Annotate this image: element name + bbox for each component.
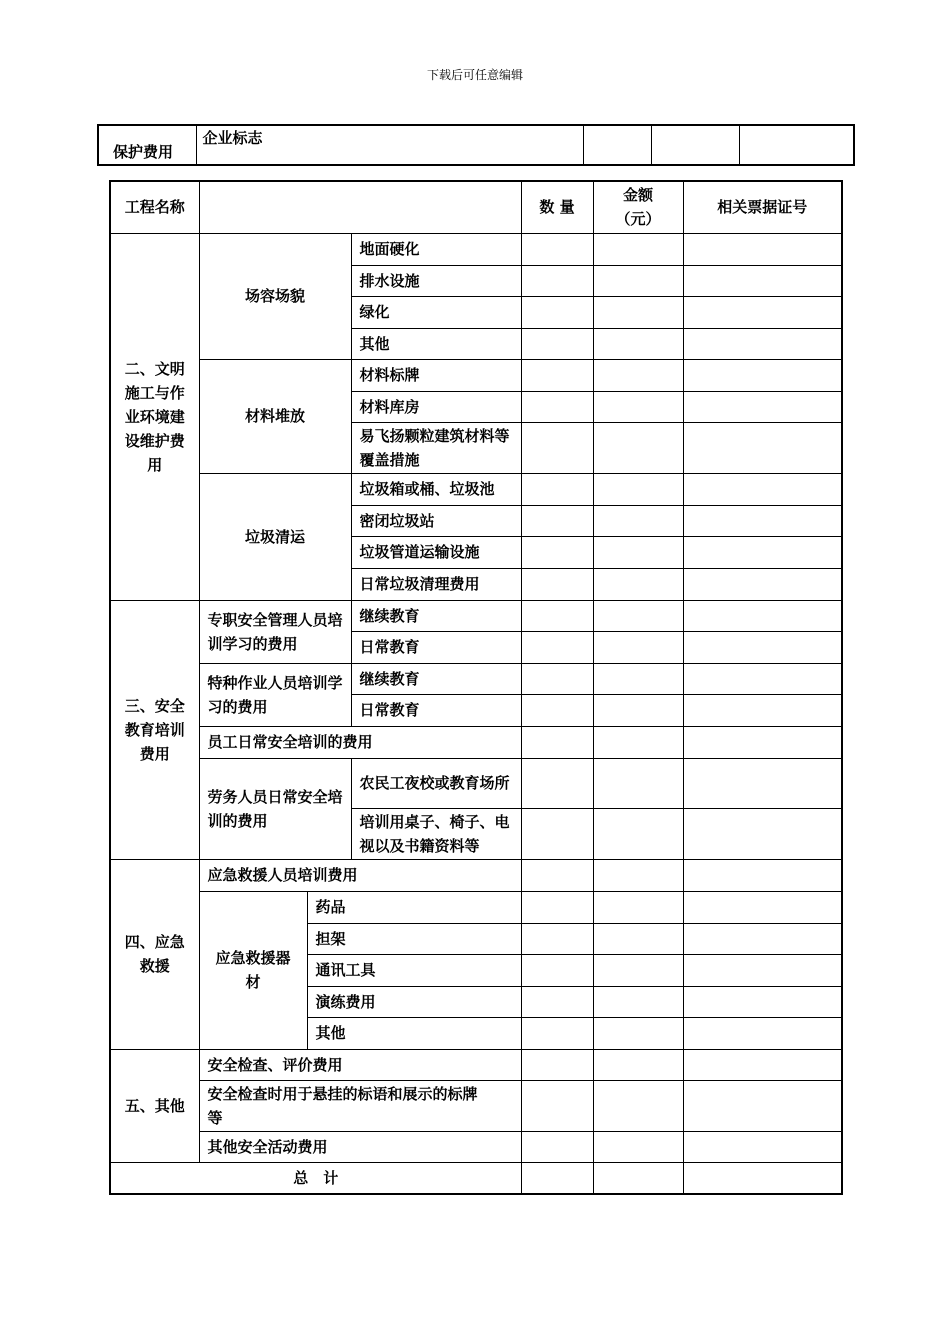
amount-cell[interactable] — [593, 473, 683, 505]
material-stacking-group: 材料堆放 — [199, 359, 351, 473]
section-3-title: 三、安全教育培训费用 — [110, 600, 199, 859]
ticket-cell[interactable] — [683, 694, 842, 726]
enterprise-logo-label: 企业标志 — [202, 129, 263, 147]
item-label: 绿化 — [351, 296, 521, 328]
header-note: 下载后可任意编辑 — [426, 68, 523, 82]
header-blank — [199, 181, 521, 233]
amount-cell[interactable] — [593, 1080, 683, 1131]
table-row — [110, 758, 842, 808]
ticket-cell[interactable] — [683, 663, 842, 694]
amount-cell[interactable] — [593, 233, 683, 265]
qty-cell[interactable] — [521, 473, 593, 505]
ticket-cell[interactable] — [683, 1131, 842, 1162]
qty-cell[interactable] — [521, 859, 593, 891]
ticket-cell[interactable] — [683, 1080, 842, 1131]
qty-cell[interactable] — [521, 505, 593, 536]
table-row — [110, 726, 842, 758]
garbage-removal-group: 垃圾清运 — [199, 473, 351, 600]
ticket-cell[interactable] — [683, 296, 842, 328]
qty-cell[interactable] — [521, 536, 593, 568]
qty-cell[interactable] — [521, 391, 593, 422]
labor-training-group: 劳务人员日常安全培训的费用 — [199, 758, 351, 859]
project-name-header: 工程名称 — [110, 181, 199, 233]
qty-cell[interactable] — [521, 1080, 593, 1131]
ticket-cell[interactable] — [683, 923, 842, 954]
item-label: 安全检查、评价费用 — [199, 1049, 521, 1080]
yuan-label: （元） — [615, 210, 661, 229]
ticket-cell[interactable] — [683, 726, 842, 758]
amount-cell[interactable] — [593, 600, 683, 631]
total-row — [110, 1162, 842, 1194]
item-label: 地面硬化 — [351, 233, 521, 265]
total-label: 总 计 — [110, 1162, 521, 1194]
amount-cell[interactable] — [593, 891, 683, 923]
qty-cell[interactable] — [521, 233, 593, 265]
qty-cell[interactable] — [521, 808, 593, 859]
item-label: 继续教育 — [351, 600, 521, 631]
item-label: 材料标牌 — [351, 359, 521, 391]
table-row — [110, 359, 842, 391]
ticket-cell[interactable] — [683, 422, 842, 473]
ticket-cell[interactable] — [683, 359, 842, 391]
amount-cell[interactable] — [593, 505, 683, 536]
amount-cell[interactable] — [593, 923, 683, 954]
amount-cell[interactable] — [593, 1049, 683, 1080]
qty-cell[interactable] — [521, 891, 593, 923]
amount-cell[interactable] — [593, 859, 683, 891]
item-label: 担架 — [307, 923, 521, 954]
amount-cell[interactable] — [593, 536, 683, 568]
amount-label: 金额 — [623, 186, 654, 205]
table-row — [98, 125, 854, 165]
protection-cost-cell — [98, 125, 196, 165]
amount-cell[interactable] — [593, 1017, 683, 1049]
item-label: 其他安全活动费用 — [199, 1131, 521, 1162]
amount-cell[interactable] — [593, 986, 683, 1017]
top-fragment-table — [97, 124, 855, 166]
amount-cell[interactable] — [593, 758, 683, 808]
amount-cell[interactable] — [593, 328, 683, 359]
table-row — [110, 1080, 842, 1131]
item-label: 垃圾管道运输设施 — [351, 536, 521, 568]
protection-cost-label: 保护费用 — [113, 143, 174, 161]
ticket-cell[interactable] — [683, 891, 842, 923]
qty-cell[interactable] — [521, 328, 593, 359]
cost-table — [109, 180, 843, 1195]
amount-cell[interactable] — [593, 808, 683, 859]
item-label: 材料库房 — [351, 391, 521, 422]
qty-cell[interactable] — [521, 631, 593, 663]
item-label: 排水设施 — [351, 265, 521, 296]
quantity-header: 数 量 — [521, 181, 593, 233]
qty-cell[interactable] — [521, 265, 593, 296]
qty-cell[interactable] — [521, 1017, 593, 1049]
qty-cell[interactable] — [521, 600, 593, 631]
qty-cell[interactable] — [521, 726, 593, 758]
ticket-cell[interactable] — [683, 505, 842, 536]
qty-cell[interactable] — [521, 758, 593, 808]
ticket-cell[interactable] — [683, 1017, 842, 1049]
section-4-title: 四、应急救援 — [110, 859, 199, 1049]
amount-cell[interactable] — [593, 694, 683, 726]
ticket-cell[interactable] — [683, 758, 842, 808]
item-label: 日常教育 — [351, 694, 521, 726]
ticket-cell[interactable] — [683, 473, 842, 505]
amount-cell[interactable] — [593, 422, 683, 473]
section-5-title: 五、其他 — [110, 1049, 199, 1162]
rescue-equipment-group: 应急救援器 材 — [199, 891, 307, 1049]
item-label: 继续教育 — [351, 663, 521, 694]
qty-cell[interactable] — [521, 1131, 593, 1162]
employee-training-row-label: 员工日常安全培训的费用 — [199, 726, 521, 758]
table-row — [110, 473, 842, 505]
table-row — [110, 859, 842, 891]
ticket-cell[interactable] — [683, 600, 842, 631]
ticket-cell[interactable] — [683, 1162, 842, 1194]
table-header-row — [110, 181, 842, 233]
amount-cell[interactable] — [593, 296, 683, 328]
item-label: 垃圾箱或桶、垃圾池 — [351, 473, 521, 505]
table-row — [110, 663, 842, 694]
qty-cell[interactable] — [521, 1049, 593, 1080]
amount-cell[interactable] — [593, 954, 683, 986]
item-label: 农民工夜校或教育场所 — [351, 758, 521, 808]
ticket-cell[interactable] — [683, 859, 842, 891]
table-row — [110, 600, 842, 631]
item-label: 其他 — [307, 1017, 521, 1049]
safety-manager-training-group: 专职安全管理人员培训学习的费用 — [199, 600, 351, 663]
amount-header — [593, 181, 683, 233]
item-label: 日常教育 — [351, 631, 521, 663]
ticket-cell[interactable] — [683, 265, 842, 296]
amount-cell[interactable] — [593, 663, 683, 694]
qty-cell[interactable] — [521, 663, 593, 694]
ticket-cell[interactable] — [683, 1049, 842, 1080]
table-row — [110, 891, 842, 923]
qty-cell[interactable] — [521, 422, 593, 473]
item-label: 培训用桌子、椅子、电视以及书籍资料等 — [351, 808, 521, 859]
ticket-cell[interactable] — [683, 536, 842, 568]
item-label: 易飞扬颗粒建筑材料等覆盖措施 — [351, 422, 521, 473]
qty-cell[interactable] — [521, 954, 593, 986]
amount-cell[interactable] — [593, 391, 683, 422]
ticket-cell[interactable] — [683, 808, 842, 859]
qty-cell[interactable] — [521, 1162, 593, 1194]
site-appearance-group: 场容场貌 — [199, 233, 351, 359]
qty-cell[interactable] — [521, 568, 593, 600]
qty-cell[interactable] — [521, 296, 593, 328]
qty-cell[interactable] — [521, 359, 593, 391]
rescue-staff-training-label: 应急救援人员培训费用 — [199, 859, 521, 891]
enterprise-logo-cell — [196, 125, 583, 165]
amount-cell[interactable] — [593, 1162, 683, 1194]
ticket-cell[interactable] — [683, 954, 842, 986]
amount-cell[interactable] — [593, 726, 683, 758]
empty-cell[interactable] — [739, 125, 854, 165]
amount-cell[interactable] — [593, 568, 683, 600]
item-label: 通讯工具 — [307, 954, 521, 986]
empty-cell[interactable] — [583, 125, 651, 165]
ticket-cell[interactable] — [683, 328, 842, 359]
ticket-cell[interactable] — [683, 631, 842, 663]
special-worker-training-group: 特种作业人员培训学习的费用 — [199, 663, 351, 726]
ticket-cell[interactable] — [683, 391, 842, 422]
amount-cell[interactable] — [593, 359, 683, 391]
amount-cell[interactable] — [593, 265, 683, 296]
table-row — [110, 1049, 842, 1080]
qty-cell[interactable] — [521, 694, 593, 726]
ticket-number-header: 相关票据证号 — [683, 181, 842, 233]
item-label: 其他 — [351, 328, 521, 359]
item-label: 密闭垃圾站 — [351, 505, 521, 536]
table-row — [110, 233, 842, 265]
item-label: 药品 — [307, 891, 521, 923]
ticket-cell[interactable] — [683, 986, 842, 1017]
empty-cell[interactable] — [651, 125, 739, 165]
qty-cell[interactable] — [521, 986, 593, 1017]
item-label: 演练费用 — [307, 986, 521, 1017]
ticket-cell[interactable] — [683, 233, 842, 265]
qty-cell[interactable] — [521, 923, 593, 954]
amount-cell[interactable] — [593, 631, 683, 663]
amount-cell[interactable] — [593, 1131, 683, 1162]
item-label: 安全检查时用于悬挂的标语和展示的标牌等 — [199, 1080, 521, 1131]
item-label: 日常垃圾清理费用 — [351, 568, 521, 600]
table-row — [110, 1131, 842, 1162]
section-2-title: 二、文明施工与作业环境建设维护费用 — [110, 233, 199, 600]
ticket-cell[interactable] — [683, 568, 842, 600]
